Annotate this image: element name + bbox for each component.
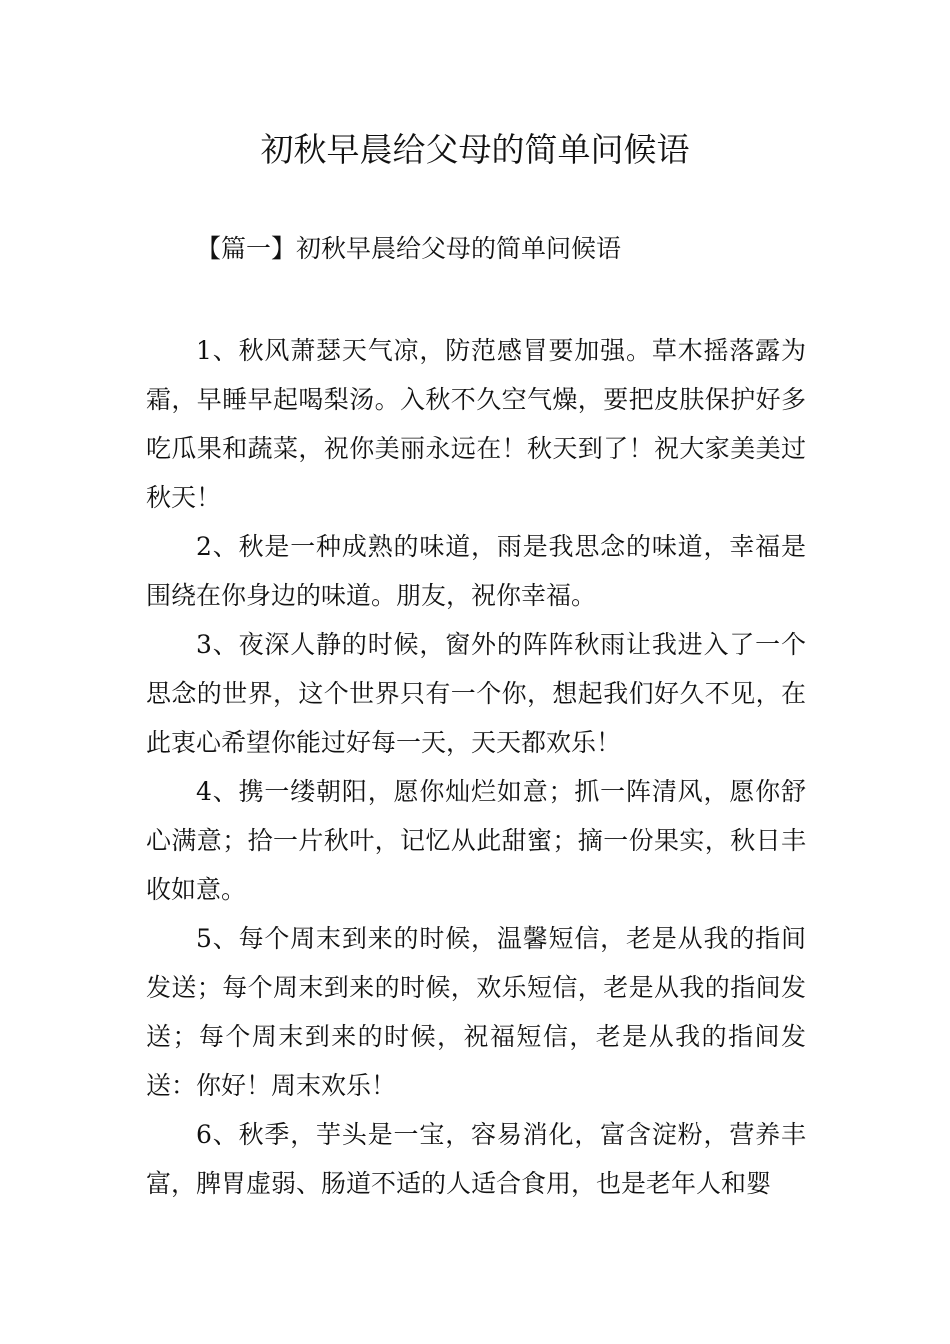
paragraph-5: 5、每个周末到来的时候，温馨短信，老是从我的指间发送；每个周末到来的时候，欢乐短信，老是从我的指间发送；每个周末到来的时候，祝福短信，老是从我的指间发送：你好！周末欢乐！ <box>146 924 806 1100</box>
section-heading: 【篇一】初秋早晨给父母的简单问候语 <box>196 234 622 263</box>
paragraph-1: 1、秋风萧瑟天气凉，防范感冒要加强。草木摇落露为霜，早睡早起喝梨汤。入秋不久空气燥，要把皮肤保护好多吃瓜果和蔬菜，祝你美丽永远在！秋天到了！祝大家美美过秋天！ <box>146 336 806 512</box>
document-body <box>146 326 806 1208</box>
document-title: 初秋早晨给父母的简单问候语 <box>260 130 690 169</box>
paragraph-2: 2、秋是一种成熟的味道，雨是我思念的味道，幸福是围绕在你身边的味道。朋友，祝你幸福。 <box>146 532 806 610</box>
paragraph-3: 3、夜深人静的时候，窗外的阵阵秋雨让我进入了一个思念的世界，这个世界只有一个你，想起我们好久不见，在此衷心希望你能过好每一天，天天都欢乐！ <box>146 630 806 757</box>
paragraph-6: 6、秋季，芋头是一宝，容易消化，富含淀粉，营养丰富，脾胃虚弱、肠道不适的人适合食用，也是老年人和婴 <box>146 1120 806 1198</box>
paragraph-4: 4、携一缕朝阳，愿你灿烂如意；抓一阵清风，愿你舒心满意；拾一片秋叶，记忆从此甜蜜；摘一份果实，秋日丰收如意。 <box>146 777 806 904</box>
